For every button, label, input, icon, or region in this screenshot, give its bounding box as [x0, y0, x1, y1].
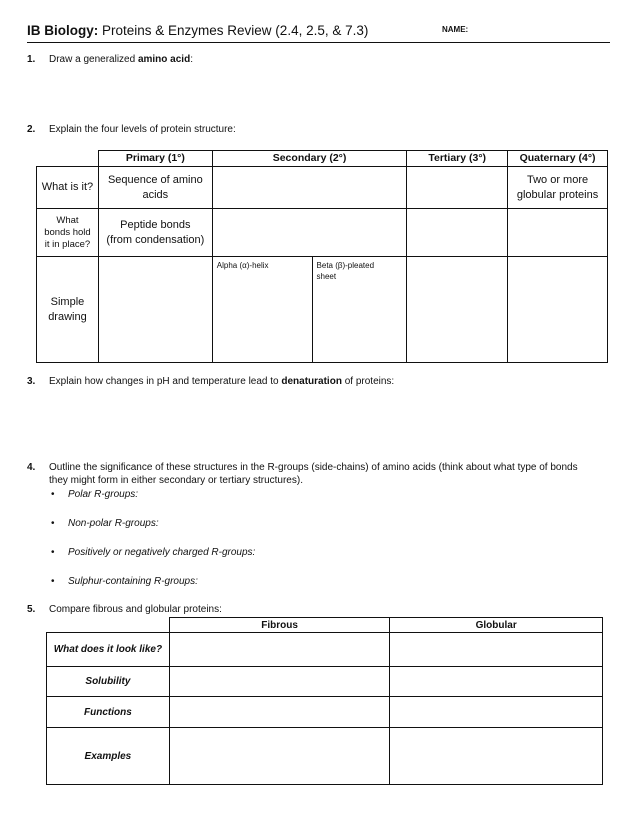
- question-4: [27, 461, 612, 487]
- cell-text: (from condensation): [106, 233, 205, 246]
- row-label-drawing: [37, 257, 99, 363]
- header-primary: Primary (1°): [98, 151, 212, 167]
- cell-globular-examples: [390, 728, 603, 785]
- page-header: [27, 20, 610, 43]
- question-text-line2: they might form in either secondary or tertiary structures).: [49, 475, 303, 486]
- question-number: 2.: [27, 124, 36, 135]
- question-number: 5.: [27, 604, 36, 615]
- cell-primary-drawing: [98, 257, 212, 363]
- cell-text: Alpha (α)-helix: [216, 261, 269, 270]
- cell-fibrous-solubility: [169, 667, 390, 697]
- question-text: Explain how changes in pH and temperature lead to: [49, 376, 282, 387]
- name-label: NAME:: [442, 25, 469, 34]
- cell-fibrous-functions: [169, 697, 390, 728]
- table-corner: [47, 618, 170, 633]
- cell-text: acids: [142, 188, 169, 201]
- row-label-what: What is it?: [37, 167, 99, 209]
- row-label-examples: Examples: [47, 728, 170, 785]
- cell-text: Two or more: [526, 173, 589, 186]
- cell-quaternary-bonds: [508, 209, 608, 257]
- question-number: 3.: [27, 376, 36, 387]
- cell-primary-bonds: [98, 209, 212, 257]
- list-item-text: Positively or negatively charged R-groups:: [68, 547, 256, 558]
- question-2: [27, 123, 236, 136]
- cell-fibrous-examples: [169, 728, 390, 785]
- question-1: [27, 53, 193, 66]
- row-label-solubility: Solubility: [47, 667, 170, 697]
- cell-globular-appearance: [390, 633, 603, 667]
- list-item-text: Sulphur-containing R-groups:: [68, 576, 198, 587]
- cell-quaternary-what: [508, 167, 608, 209]
- question-keyword: amino acid: [137, 54, 191, 65]
- cell-text: it in place?: [44, 238, 91, 250]
- fibrous-globular-table: [46, 617, 603, 785]
- row-label-bonds: [37, 209, 99, 257]
- protein-structure-table: [36, 150, 608, 363]
- question-text: Outline the significance of these structures in the R-groups (side-chains) of amino acids (think about what type of bonds: [49, 462, 578, 473]
- list-item: [51, 576, 198, 587]
- question-text-end: of proteins:: [341, 376, 395, 387]
- cell-quaternary-drawing: [508, 257, 608, 363]
- question-keyword: denaturation: [281, 376, 342, 387]
- list-item-text: Non-polar R-groups:: [68, 518, 159, 529]
- cell-text: Beta (β)-pleated: [316, 261, 375, 270]
- header-fibrous: Fibrous: [169, 618, 390, 633]
- page-title: [27, 22, 368, 40]
- row-label-functions: Functions: [47, 697, 170, 728]
- question-number: 4.: [27, 462, 36, 473]
- cell-secondary-what: [212, 167, 407, 209]
- question-3: [27, 375, 394, 388]
- list-item: [51, 489, 139, 500]
- row-label-appearance: What does it look like?: [47, 633, 170, 667]
- cell-tertiary-bonds: [407, 209, 508, 257]
- bullet-icon: •: [51, 489, 55, 500]
- cell-text: drawing: [48, 310, 87, 323]
- cell-primary-what: [98, 167, 212, 209]
- bullet-icon: •: [51, 518, 55, 529]
- cell-text: Simple: [50, 295, 85, 308]
- bullet-icon: •: [51, 576, 55, 587]
- list-item: [51, 547, 256, 558]
- question-text-end: :: [190, 54, 193, 65]
- table-corner: [37, 151, 99, 167]
- header-globular: Globular: [390, 618, 603, 633]
- question-5: [27, 603, 222, 616]
- cell-text: What: [56, 214, 79, 226]
- cell-text: Peptide bonds: [120, 218, 191, 231]
- header-tertiary: Tertiary (3°): [407, 151, 508, 167]
- cell-globular-solubility: [390, 667, 603, 697]
- bullet-icon: •: [51, 547, 55, 558]
- cell-globular-functions: [390, 697, 603, 728]
- cell-alpha-helix-drawing: [212, 257, 312, 363]
- cell-secondary-bonds: [212, 209, 407, 257]
- header-secondary: Secondary (2°): [212, 151, 407, 167]
- question-number: 1.: [27, 54, 36, 65]
- cell-text: sheet: [316, 272, 337, 281]
- cell-fibrous-appearance: [169, 633, 390, 667]
- cell-tertiary-drawing: [407, 257, 508, 363]
- title-topic: Proteins & Enzymes Review (2.4, 2.5, & 7.3): [98, 23, 369, 38]
- cell-text: bonds hold: [44, 226, 91, 238]
- list-item: [51, 518, 159, 529]
- cell-tertiary-what: [407, 167, 508, 209]
- question-text: Draw a generalized: [49, 54, 138, 65]
- cell-text: globular proteins: [516, 188, 599, 201]
- cell-text: Sequence of amino: [107, 173, 203, 186]
- question-text: Explain the four levels of protein structure:: [49, 124, 236, 135]
- list-item-text: Polar R-groups:: [68, 489, 139, 500]
- question-text: Compare fibrous and globular proteins:: [49, 604, 222, 615]
- cell-beta-sheet-drawing: [312, 257, 407, 363]
- title-subject: IB Biology:: [27, 23, 99, 38]
- header-quaternary: Quaternary (4°): [508, 151, 608, 167]
